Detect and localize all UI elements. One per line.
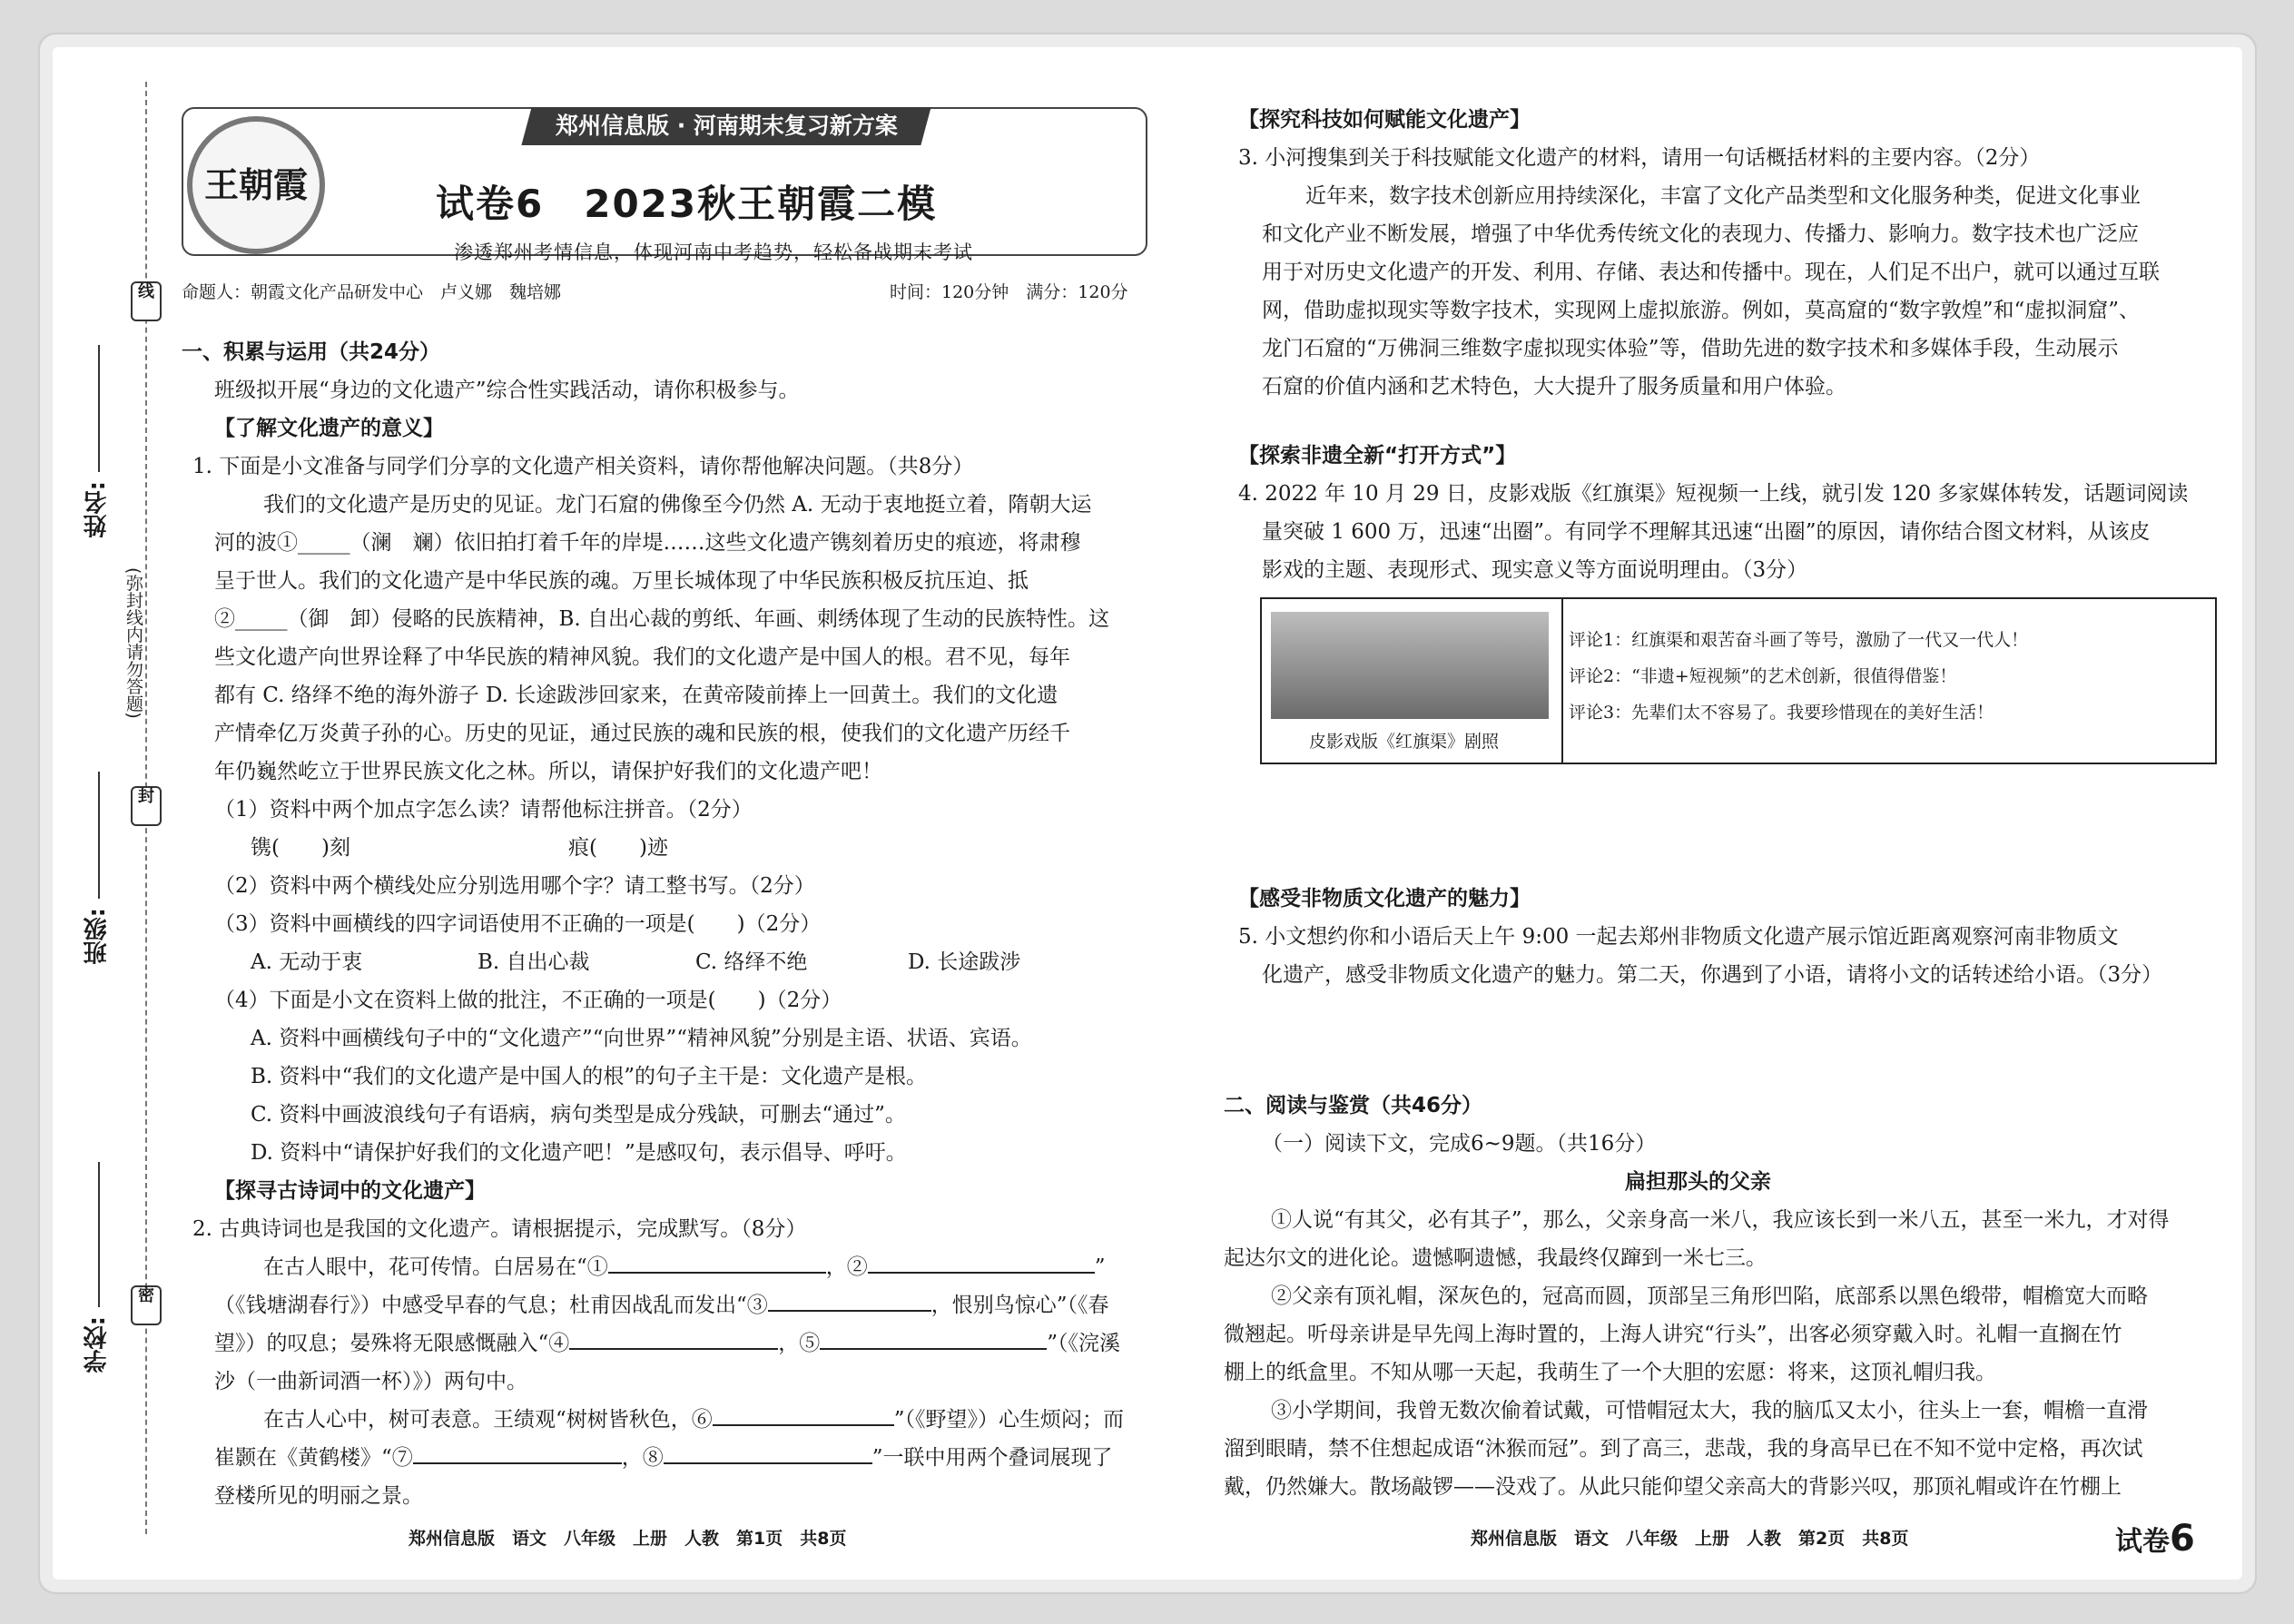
answer-blank[interactable] xyxy=(868,1272,1095,1274)
material-line: 石窟的价值内涵和艺术特色，大大提升了服务质量和用户体验。 xyxy=(1262,375,1846,399)
header-banner: 郑州信息版 · 河南期末复习新方案 xyxy=(521,107,930,145)
story-line: 溜到眼睛，禁不住想起成语“沐猴而冠”。到了高三，悲哉，我的身高早已在不知不觉中定格，再次试 xyxy=(1224,1437,2143,1461)
recite-line: 沙（一曲新词酒一杯）》）两句中。 xyxy=(214,1370,527,1393)
story-title: 扁担那头的父亲 xyxy=(1625,1170,1771,1194)
option-a[interactable]: A. 资料中画横线句子中的“文化遗产”“向世界”“精神风貌”分别是主语、状语、宾语。 xyxy=(251,1027,1032,1050)
subheading-tech: 【探究科技如何赋能文化遗产】 xyxy=(1238,108,1531,132)
binding-note: (弥封线内请勿答题) xyxy=(123,567,143,719)
answer-blank[interactable] xyxy=(820,1348,1047,1350)
option-d[interactable]: D. 资料中“请保护好我们的文化遗产吧！”是感叹句，表示倡导、呼吁。 xyxy=(251,1141,907,1165)
question-5: 化遗产，感受非物质文化遗产的魅力。第二天，你遇到了小语，请将小文的话转述给小语。（3分） xyxy=(1262,963,2163,987)
shadow-play-photo xyxy=(1271,612,1549,719)
question-4: 影戏的主题、表现形式、现实意义等方面说明理由。（3分） xyxy=(1262,558,1808,582)
photo-caption: 皮影戏版《红旗渠》剧照 xyxy=(1309,732,1500,752)
option-c[interactable]: C. 络绎不绝 xyxy=(695,950,808,974)
subheading-intangible: 【感受非物质文化遗产的魅力】 xyxy=(1238,887,1531,910)
brand-logo: 王朝霞 xyxy=(187,116,325,254)
school-label: 学校: xyxy=(84,1316,111,1373)
story-line: 戴，仍然嫌大。散场敲锣——没戏了。从此只能仰望父亲高大的背影兴叹，那顶礼帽或许在竹棚上 xyxy=(1224,1475,2122,1499)
name-field-line[interactable] xyxy=(98,345,100,472)
school-field-line[interactable] xyxy=(98,1162,100,1307)
page-title: 试卷6 2023秋王朝霞二模 xyxy=(436,182,938,226)
answer-blank[interactable] xyxy=(608,1272,826,1274)
passage-line: 年仍巍然屹立于世界民族文化之林。所以，请保护好我们的文化遗产吧！ xyxy=(214,760,882,783)
option-b[interactable]: B. 自出心裁 xyxy=(478,950,590,974)
subheading-heritage: 【探索非遗全新“打开方式”】 xyxy=(1238,444,1517,468)
name-label: 姓名: xyxy=(84,481,111,538)
question-2: 2. 古典诗词也是我国的文化遗产。请根据提示，完成默写。（8分） xyxy=(192,1217,807,1241)
story-line: ①人说“有其父，必有其子”，那么，父亲身高一米八，我应该长到一米八五，甚至一米九，才对得 xyxy=(1271,1208,2170,1232)
subheading-meaning: 【了解文化遗产的意义】 xyxy=(214,417,444,440)
option-d[interactable]: D. 长途跋涉 xyxy=(908,950,1021,974)
seal-mi: 密 xyxy=(131,1285,162,1325)
story-line: ③小学期间，我曾无数次偷着试戴，可惜帽冠太大，我的脑瓜又太小，往头上一套，帽檐一直滑 xyxy=(1271,1399,2148,1422)
question-1-3: （3）资料中画横线的四字词语使用不正确的一项是( )（2分） xyxy=(214,912,822,936)
seal-feng: 封 xyxy=(131,786,162,826)
material-line: 网，借助虚拟现实等数字技术，实现网上虚拟旅游。例如，莫高窟的“数字敦煌”和“虚拟洞窟”、 xyxy=(1262,299,2141,322)
comment-3: 评论3：先辈们太不容易了。我要珍惜现在的美好生活！ xyxy=(1569,703,1994,723)
question-1-1: （1）资料中两个加点字怎么读？请帮他标注拼音。（2分） xyxy=(214,798,753,822)
answer-blank[interactable] xyxy=(664,1462,872,1464)
passage-line: 些文化遗产向世界诠释了中华民族的精神风貌。我们的文化遗产是中国人的根。君不见，每年 xyxy=(214,645,1070,669)
recite-line: 在古人心中，树可表意。王绩观“树树皆秋色，⑥ ”（《野望》）心生烦闷；而 xyxy=(263,1408,1125,1432)
footer-right: 郑州信息版 语文 八年级 上册 人教 第2页 共8页 xyxy=(1471,1529,1909,1549)
table-divider xyxy=(1561,599,1563,763)
passage-line: ②_____（御 卸）侵略的民族精神，B. 自出心裁的剪纸、年画、刺绣体现了生动的民族特性。这 xyxy=(214,607,1110,631)
recite-line: （《钱塘湖春行》）中感受早春的气息；杜甫因战乱而发出“③ ，恨别鸟惊心”（《春 xyxy=(214,1294,1109,1317)
reading-intro: （一）阅读下文，完成6~9题。（共16分） xyxy=(1262,1132,1657,1156)
option-b[interactable]: B. 资料中“我们的文化遗产是中国人的根”的句子主干是：文化遗产是根。 xyxy=(251,1065,928,1088)
pinyin-blank-b[interactable]: 痕( )迹 xyxy=(568,836,668,860)
question-5: 5. 小文想约你和小语后天上午 9:00 一起去郑州非物质文化遗产展示馆近距离观察河南非物质文 xyxy=(1238,925,2119,949)
question-1: 1. 下面是小文准备与同学们分享的文化遗产相关资料，请你帮他解决问题。（共8分） xyxy=(192,455,974,478)
section-2-heading: 二、阅读与鉴赏（共46分） xyxy=(1224,1094,1483,1117)
question-1-2: （2）资料中两个横线处应分别选用哪个字？请工整书写。（2分） xyxy=(214,874,815,898)
recite-line: 登楼所见的明丽之景。 xyxy=(214,1484,423,1508)
question-1-4: （4）下面是小文在资料上做的批注，不正确的一项是( )（2分） xyxy=(214,989,842,1012)
materials-table xyxy=(1260,597,2217,764)
material-line: 龙门石窟的“万佛洞三维数字虚拟现实体验”等，借助先进的数字技术和多媒体手段，生动展示 xyxy=(1262,337,2119,360)
passage-line: 我们的文化遗产是历史的见证。龙门石窟的佛像至今仍然 A. 无动于衷地挺立着，隋朝大运 xyxy=(263,493,1092,517)
option-c[interactable]: C. 资料中画波浪线句子有语病，病句类型是成分残缺，可删去“通过”。 xyxy=(251,1103,906,1127)
material-line: 近年来，数字技术创新应用持续深化，丰富了文化产品类型和文化服务种类，促进文化事业 xyxy=(1305,184,2141,208)
material-line: 用于对历史文化遗产的开发、利用、存储、表达和传播中。现在，人们足不出户，就可以通过互联 xyxy=(1262,261,2160,284)
passage-line: 呈于世人。我们的文化遗产是中华民族的魂。万里长城体现了中华民族积极反抗压迫、抵 xyxy=(214,569,1029,593)
question-3: 3. 小河搜集到关于科技赋能文化遗产的材料，请用一句话概括材料的主要内容。（2分） xyxy=(1238,146,2041,170)
comment-2: 评论2：“非遗+短视频”的艺术创新，很值得借鉴！ xyxy=(1569,666,1957,686)
footer-left: 郑州信息版 语文 八年级 上册 人教 第1页 共8页 xyxy=(409,1529,847,1549)
question-4: 4. 2022 年 10 月 29 日，皮影戏版《红旗渠》短视频一上线，就引发 120 多家媒体转发，话题词阅读 xyxy=(1238,482,2189,506)
story-line: 微翘起。听母亲讲是早先闯上海时置的，上海人讲究“行头”，出客必须穿戴入时。礼帽一直搁在竹 xyxy=(1224,1323,2122,1346)
answer-blank[interactable] xyxy=(768,1310,931,1312)
paper-number-badge: 试卷6 xyxy=(2115,1518,2195,1560)
authors: 命题人：朝霞文化产品研发中心 卢义娜 魏培娜 xyxy=(182,282,562,302)
answer-blank[interactable] xyxy=(713,1424,894,1426)
answer-blank[interactable] xyxy=(413,1462,622,1464)
seal-xian: 线 xyxy=(131,281,162,321)
recite-line: 在古人眼中，花可传情。白居易在“① ，② ” xyxy=(263,1255,1106,1279)
class-label: 班级: xyxy=(84,908,111,965)
slogan: 渗透郑州考情信息，体现河南中考趋势，轻松备战期末考试 xyxy=(454,241,973,263)
pinyin-blank-a[interactable]: 镌( )刻 xyxy=(251,836,350,860)
passage-line: 都有 C. 络绎不绝的海外游子 D. 长途跋涉回家来，在黄帝陵前捧上一回黄土。我们的文化遗 xyxy=(214,684,1058,707)
recite-line: 望》）的叹息；晏殊将无限感慨融入“④ ，⑤ ”（《浣溪 xyxy=(214,1332,1121,1355)
section-1-heading: 一、积累与运用（共24分） xyxy=(182,340,441,364)
story-line: 起达尔文的进化论。遗憾啊遗憾，我最终仅蹿到一米七三。 xyxy=(1224,1246,1767,1270)
answer-blank[interactable] xyxy=(569,1348,778,1350)
story-line: 棚上的纸盒里。不知从哪一天起，我萌生了一个大胆的宏愿：将来，这顶礼帽归我。 xyxy=(1224,1361,1996,1384)
passage-line: 产情牵亿万炎黄子孙的心。历史的见证，通过民族的魂和民族的根，使我们的文化遗产历经千 xyxy=(214,722,1070,745)
recite-line: 崔颢在《黄鹤楼》“⑦ ，⑧ ”一联中用两个叠词展现了 xyxy=(214,1446,1113,1470)
class-field-line[interactable] xyxy=(98,772,100,899)
question-4: 量突破 1 600 万，迅速“出圈”。有同学不理解其迅速“出圈”的原因，请你结合图文材料，从该皮 xyxy=(1262,520,2151,544)
option-a[interactable]: A. 无动于衷 xyxy=(251,950,363,974)
section-1-intro: 班级拟开展“身边的文化遗产”综合性实践活动，请你积极参与。 xyxy=(214,379,800,402)
subheading-poetry: 【探寻古诗词中的文化遗产】 xyxy=(214,1179,486,1203)
passage-line: 河的波①_____（澜 斓）依旧拍打着千年的岸堤……这些文化遗产镌刻着历史的痕迹，将肃穆 xyxy=(214,531,1081,555)
material-line: 和文化产业不断发展，增强了中华优秀传统文化的表现力、传播力、影响力。数字技术也广泛应 xyxy=(1262,222,2139,246)
story-line: ②父亲有顶礼帽，深灰色的，冠高而圆，顶部呈三角形凹陷，底部系以黑色缎带，帽檐宽大而略 xyxy=(1271,1284,2148,1308)
comment-1: 评论1：红旗渠和艰苦奋斗画了等号，激励了一代又一代人！ xyxy=(1569,630,2029,650)
time-score: 时间：120分钟 满分：120分 xyxy=(890,282,1128,302)
